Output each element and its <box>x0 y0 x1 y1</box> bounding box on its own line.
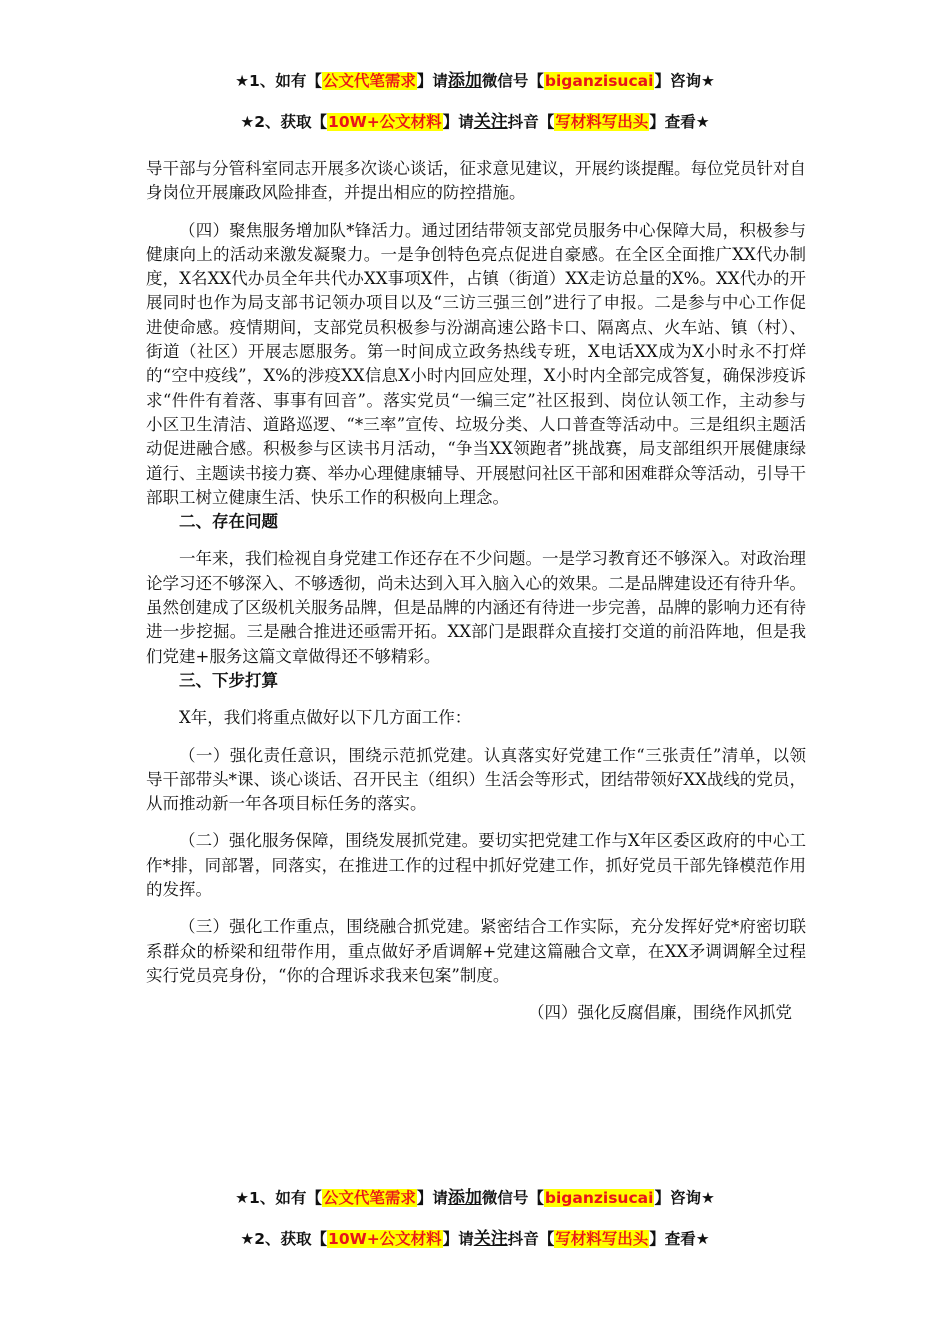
banner-highlight: 10W+公文材料 <box>328 1230 442 1248</box>
heading-problems: 二、存在问题 <box>179 512 278 532</box>
banner-emphasis: 添加 <box>447 1188 482 1208</box>
banner-emphasis: 关注 <box>473 1229 508 1249</box>
banner-prefix: ★1、如有【 <box>235 72 322 90</box>
paragraph-plan-intro: X年，我们将重点做好以下几方面工作： <box>179 708 472 728</box>
banner-text: 】请 <box>442 1230 474 1248</box>
paragraph-plan-2: （二）强化服务保障，围绕发展抓党建。要切实把党建工作与X年区委区政府的中心工作*排，同部署，同落实，在推进工作的过程中抓好党建工作，抓好党员干部先锋模范作用的发挥。 <box>146 831 806 900</box>
banner-douyin-id: 写材料写出头 <box>555 113 649 131</box>
banner-text: 抖音【 <box>507 1230 555 1248</box>
promo-banner-bottom-2 <box>0 1228 950 1250</box>
paragraph-problems: 一年来，我们检视自身党建工作还存在不少问题。一是学习教育还不够深入。对政治理论学习还不够深入、不够透彻，尚未达到入耳入脑入心的效果。二是品牌建设还有待升华。虽然创建成了区级机关服务品牌，但是品牌的内涵还有待进一步完善，品牌的影响力还有待进一步挖掘。三是融合推进还亟需开拓。XX部门是跟群众直接打交道的前沿阵地，但是我们党建+服务这篇文章做得还不够精彩。 <box>146 549 806 666</box>
banner-text: 】请 <box>442 113 474 131</box>
banner-suffix: 】咨询★ <box>654 1189 715 1207</box>
paragraph-plan-3: （三）强化工作重点，围绕融合抓党建。紧密结合工作实际，充分发挥好党*府密切联系群众的桥梁和纽带作用，重点做好矛盾调解+党建这篇融合文章，在XX矛调调解全过程实行党员亮身份，“你的合理诉求我来包案”制度。 <box>146 917 806 985</box>
banner-suffix: 】查看★ <box>649 1230 710 1248</box>
banner-text: 微信号【 <box>481 72 544 90</box>
banner-highlight: 公文代笔需求 <box>322 72 416 90</box>
promo-banner-top-2 <box>0 111 950 133</box>
promo-banner-top-1 <box>0 70 950 92</box>
banner-wechat-id: biganzisucai <box>544 1189 654 1207</box>
banner-suffix: 】咨询★ <box>654 72 715 90</box>
banner-douyin-id: 写材料写出头 <box>555 1230 649 1248</box>
banner-prefix: ★2、获取【 <box>240 113 328 131</box>
paragraph-plan-1: （一）强化责任意识，围绕示范抓党建。认真落实好党建工作“三张责任”清单，以领导干部带头*课、谈心谈话、召开民主（组织）生活会等形式，团结带领好XX战线的党员，从而推动新一年各项目标任务的落实。 <box>146 745 806 814</box>
banner-emphasis: 添加 <box>447 71 482 91</box>
banner-prefix: ★2、获取【 <box>240 1230 328 1248</box>
banner-suffix: 】查看★ <box>649 113 710 131</box>
banner-text: 】请 <box>416 1189 448 1207</box>
banner-text: 抖音【 <box>507 113 555 131</box>
document-body <box>146 157 806 1026</box>
heading-next-steps: 三、下步打算 <box>179 670 278 690</box>
banner-text: 】请 <box>416 72 448 90</box>
banner-highlight: 公文代笔需求 <box>322 1189 416 1207</box>
banner-highlight: 10W+公文材料 <box>328 113 442 131</box>
paragraph-plan-4-partial: （四）强化反腐倡廉，围绕作风抓党 <box>528 1003 792 1023</box>
paragraph-section-four: （四）聚焦服务增加队*锋活力。通过团结带领支部党员服务中心保障大局，积极参与健康向上的活动来激发凝聚力。一是争创特色亮点促进自豪感。在全区全面推广XX代办制度，X名XX代办员全年共代办XX事项X件，占镇（街道）XX走访总量的X%。XX代办的开展同时也作为局支部书记领办项目以及“三访三强三创”进行了申报。二是参与中心工作促进使命感。疫情期间，支部党员积极参与汾湖高速公路卡口、隔离点、火车站、镇（村）、街道（社区）开展志愿服务。第一时间成立政务热线专班，X电话XX成为X小时永不打烊的“空中疫线”，X%的涉疫XX信息X小时内回应处理，X小时内全部完成答复，确保涉疫诉求“件件有着落、事事有回音”。落实党员“一编三定”社区报到、岗位认领工作，主动参与小区卫生清洁、道路巡逻、“*三率”宣传、垃圾分类、人口普查等活动中。三是组织主题活动促进融合感。积极参与区读书月活动，“争当XX领跑者”挑战赛，局支部组织开展健康绿道行、主题读书接力赛、举办心理健康辅导、开展慰问社区干部和困难群众等活动，引导干部职工树立健康生活、快乐工作的积极向上理念。 <box>146 220 806 507</box>
banner-text: 微信号【 <box>481 1189 544 1207</box>
promo-banner-bottom-1 <box>0 1187 950 1209</box>
banner-emphasis: 关注 <box>473 112 508 132</box>
banner-prefix: ★1、如有【 <box>235 1189 322 1207</box>
banner-wechat-id: biganzisucai <box>544 72 654 90</box>
paragraph-intro: 导干部与分管科室同志开展多次谈心谈话，征求意见建议，开展约谈提醒。每位党员针对自身岗位开展廉政风险排查，并提出相应的防控措施。 <box>146 159 806 203</box>
